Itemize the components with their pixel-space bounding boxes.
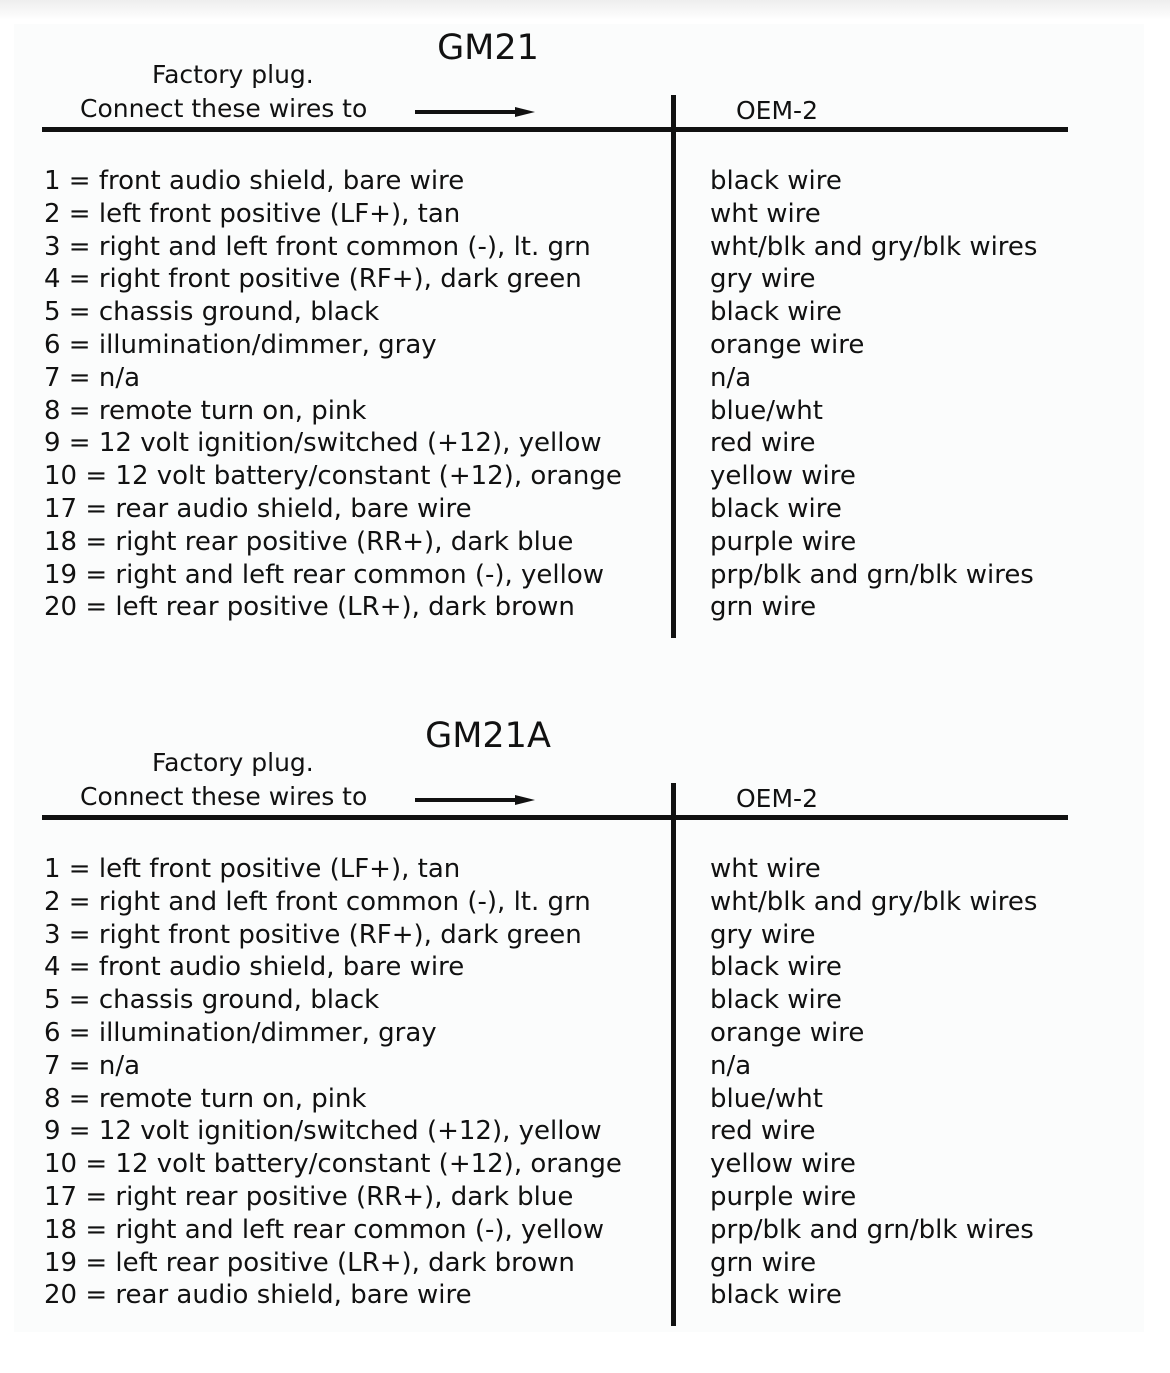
- wire-row: n/a: [710, 362, 752, 393]
- wire-row: black wire: [710, 985, 842, 1016]
- pin-row: 19 = right and left rear common (-), yellow: [44, 559, 605, 590]
- wire-row: red wire: [710, 428, 816, 459]
- header-rule: [42, 815, 1068, 820]
- pin-row: 2 = left front positive (LF+), tan: [44, 198, 461, 229]
- pin-row: 5 = chassis ground, black: [44, 985, 380, 1016]
- arrow-right-icon: [415, 105, 535, 119]
- pin-row: 8 = remote turn on, pink: [44, 1083, 367, 1114]
- wire-row: yellow wire: [710, 1149, 856, 1180]
- pin-row: 9 = 12 volt ignition/switched (+12), yellow: [44, 1116, 602, 1147]
- pin-row: 6 = illumination/dimmer, gray: [44, 329, 437, 360]
- oem-label: OEM-2: [736, 96, 818, 125]
- pin-row: 17 = rear audio shield, bare wire: [44, 493, 472, 524]
- connect-label: Connect these wires to: [80, 782, 368, 811]
- pin-row: 20 = left rear positive (LR+), dark brown: [44, 592, 575, 623]
- pin-list: [44, 853, 622, 1312]
- pin-row: 18 = right and left rear common (-), yellow: [44, 1214, 605, 1245]
- wire-row: grn wire: [710, 1247, 817, 1278]
- pin-row: 10 = 12 volt battery/constant (+12), orange: [44, 461, 622, 492]
- pin-row: 2 = right and left front common (-), lt. grn: [44, 886, 591, 917]
- wire-row: blue/wht: [710, 395, 823, 426]
- pin-row: 17 = right rear positive (RR+), dark blue: [44, 1181, 574, 1212]
- pin-row: 19 = left rear positive (LR+), dark brown: [44, 1247, 575, 1278]
- wire-row: red wire: [710, 1116, 816, 1147]
- wire-list: [710, 165, 1037, 624]
- section-gm21a: [0, 688, 1170, 1311]
- wire-row: black wire: [710, 493, 842, 524]
- wire-row: wht/blk and gry/blk wires: [710, 886, 1038, 917]
- pin-row: 9 = 12 volt ignition/switched (+12), yellow: [44, 428, 602, 459]
- wire-row: orange wire: [710, 1017, 865, 1048]
- wire-row: black wire: [710, 952, 842, 983]
- pin-row: 1 = front audio shield, bare wire: [44, 166, 465, 196]
- wire-row: wht wire: [710, 198, 821, 229]
- pin-row: 6 = illumination/dimmer, gray: [44, 1017, 437, 1048]
- connect-label: Connect these wires to: [80, 94, 368, 123]
- pin-row: 3 = right front positive (RF+), dark green: [44, 919, 582, 950]
- wire-row: orange wire: [710, 329, 865, 360]
- pin-row: 10 = 12 volt battery/constant (+12), orange: [44, 1149, 622, 1180]
- wire-row: gry wire: [710, 264, 816, 295]
- header-rule: [42, 127, 1068, 132]
- pin-row: 7 = n/a: [44, 1050, 141, 1081]
- section-title: GM21: [437, 28, 539, 68]
- arrow-right-icon: [415, 793, 535, 807]
- column-divider: [671, 95, 676, 638]
- pin-row: 1 = left front positive (LF+), tan: [44, 854, 461, 884]
- pin-row: 4 = right front positive (RF+), dark green: [44, 264, 582, 295]
- wire-row: yellow wire: [710, 461, 856, 492]
- column-divider: [671, 783, 676, 1326]
- pin-row: 4 = front audio shield, bare wire: [44, 952, 465, 983]
- wire-row: n/a: [710, 1050, 752, 1081]
- wire-row: gry wire: [710, 919, 816, 950]
- section-title: GM21A: [425, 716, 551, 756]
- pin-row: 18 = right rear positive (RR+), dark blue: [44, 526, 574, 557]
- wire-row: black wire: [710, 166, 842, 196]
- wire-row: black wire: [710, 297, 842, 328]
- wire-row: prp/blk and grn/blk wires: [710, 1214, 1034, 1245]
- pin-row: 8 = remote turn on, pink: [44, 395, 367, 426]
- wire-row: blue/wht: [710, 1083, 823, 1114]
- factory-plug-label: Factory plug.: [152, 60, 314, 89]
- pin-row: 20 = rear audio shield, bare wire: [44, 1280, 472, 1311]
- pin-row: 5 = chassis ground, black: [44, 297, 380, 328]
- wire-row: black wire: [710, 1280, 842, 1311]
- wire-row: prp/blk and grn/blk wires: [710, 559, 1034, 590]
- pin-row: 7 = n/a: [44, 362, 141, 393]
- section-gm21: [0, 0, 1170, 623]
- wire-list: [710, 853, 1037, 1312]
- pin-row: 3 = right and left front common (-), lt. grn: [44, 231, 591, 262]
- oem-label: OEM-2: [736, 784, 818, 813]
- pin-list: [44, 165, 622, 624]
- wire-row: wht wire: [710, 854, 821, 884]
- wire-row: purple wire: [710, 526, 857, 557]
- wire-row: purple wire: [710, 1181, 857, 1212]
- factory-plug-label: Factory plug.: [152, 748, 314, 777]
- wire-row: wht/blk and gry/blk wires: [710, 231, 1038, 262]
- wire-row: grn wire: [710, 592, 817, 623]
